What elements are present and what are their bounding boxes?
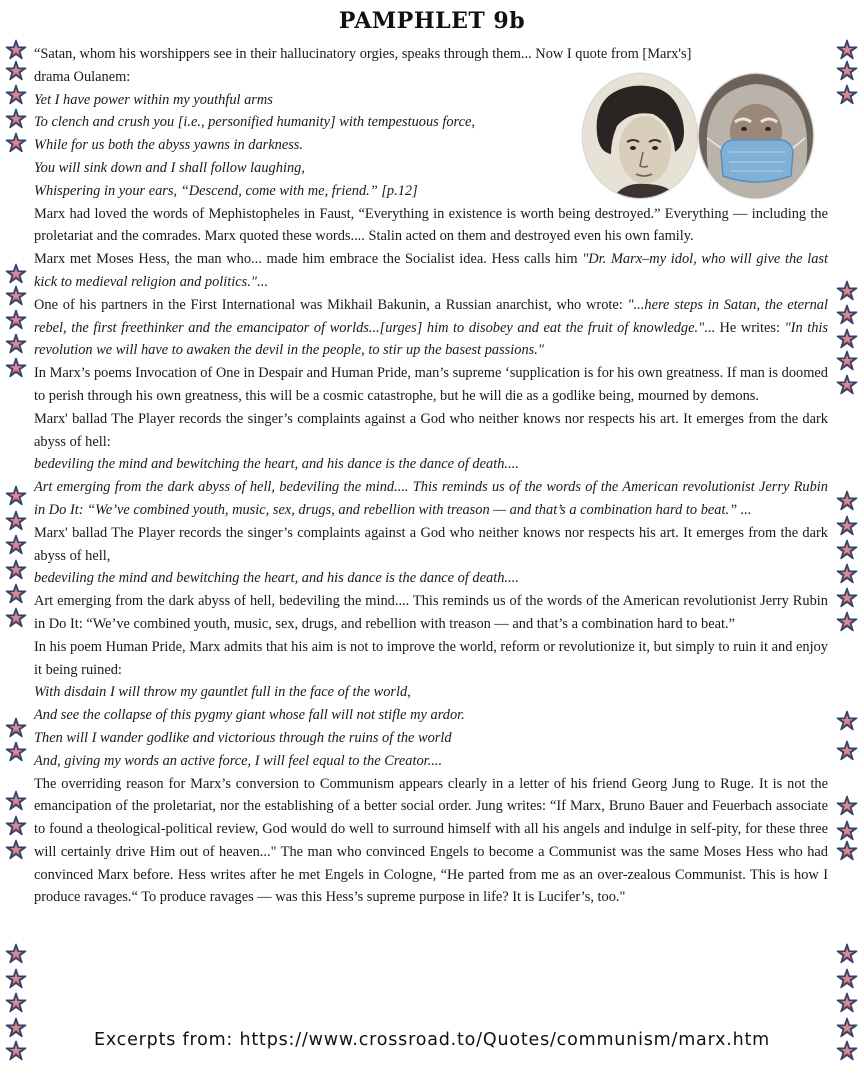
star-icon xyxy=(5,309,27,331)
star-icon xyxy=(836,328,858,350)
star-icon xyxy=(836,840,858,862)
star-icon xyxy=(5,717,27,739)
paragraph-italic: Art emerging from the dark abyss of hell, bedeviling the mind.... This reminds us of the words of the American revolutionist Jerry Rubin in Do It: “We’ve combined youth, music, sex, drugs, and rebellion with treason — and that’s a combination hard to beat.” ... xyxy=(34,479,828,518)
star-icon xyxy=(5,1040,27,1062)
paragraph-lead: One of his partners in the First International was Mikhail Bakunin, a Russian anarchist, who wrote: xyxy=(34,296,628,313)
paragraph: In Marx’s poems Invocation of One in Despair and Human Pride, man’s supreme ‘supplication is for his own greatness. If man is doomed to perish through his own greatness, this will be a cosmic catastrophe, but he will die as a godlike being, mourned by demons. xyxy=(34,365,828,404)
star-icon xyxy=(836,710,858,732)
star-icon xyxy=(836,587,858,609)
star-icon xyxy=(5,607,27,629)
star-icon xyxy=(5,839,27,861)
poem-line: While for us both the abyss yawns in darkness. xyxy=(34,137,304,154)
paragraph-mid: ... He writes: xyxy=(704,319,785,336)
star-icon xyxy=(5,132,27,154)
star-icon xyxy=(5,485,27,507)
star-icon xyxy=(836,1040,858,1062)
star-icon xyxy=(5,60,27,82)
paragraph: Art emerging from the dark abyss of hell, bedeviling the mind.... This reminds us of the words of the American revolutionist Jerry Rubin in Do It: “We’ve combined youth, music, sex, drugs, and rebellion with treason — and that’s a combination hard to beat.” xyxy=(34,593,828,632)
star-icon xyxy=(5,741,27,763)
star-icon xyxy=(5,333,27,355)
page-title: PAMPHLET 9b xyxy=(338,8,526,34)
poem-line: And see the collapse of this pygmy giant whose fall will not stifle my ardor. xyxy=(34,707,465,724)
paragraph-tail: ... xyxy=(256,273,268,290)
poem-line: And, giving my words an active force, I will feel equal to the Creator.... xyxy=(34,752,443,769)
star-icon xyxy=(836,60,858,82)
paragraph: Marx had loved the words of Mephistopheles in Faust, “Everything in existence is worth being destroyed.” Everything — including the proletariat and the comrades. Marx quoted these words.... Stalin acted on them and destroyed even his own family. xyxy=(34,205,828,245)
star-icon xyxy=(836,740,858,762)
star-icon xyxy=(5,108,27,130)
paragraph xyxy=(34,294,828,362)
quote-text: "Dr. Marx–my idol, who will give the last kick to medieval religion and politics." xyxy=(34,251,828,290)
star-icon xyxy=(836,539,858,561)
star-icon xyxy=(836,374,858,396)
star-icon xyxy=(5,263,27,285)
star-icon xyxy=(5,285,27,307)
star-icon xyxy=(5,992,27,1014)
star-icon xyxy=(836,84,858,106)
star-icon xyxy=(5,559,27,581)
quote-text: "...here steps in Satan, the eternal rebel, the first freethinker and the emancipator of worlds...[urges] him to disobey and eat the fruit of knowledge." xyxy=(34,296,828,336)
paragraph: The overriding reason for Marx’s conversion to Communism appears clearly in a letter of his friend Georg Jung to Ruge. It is not the emancipation of the proletariat, nor the establishing of a better social order. Jung writes: “If Marx, Bruno Bauer and Feuerbach associate to found a theological-political review, God would do well to surround himself with all his angels and indulge in self-pity, for these three will certainly drive Him out of heaven..." The man who convinced Engels to become a Communist was the same Moses Hess who had convinced Marx before. Hess writes after he met Engels in Cologne, “He parted from me as an over-zealous Communist. This is how I produce ravages.“ To produce ravages — was this Hess’s supreme purpose in life? It is Lucifer’s, too." xyxy=(34,775,828,906)
star-icon xyxy=(836,943,858,965)
star-icon xyxy=(5,1017,27,1039)
star-icon xyxy=(5,790,27,812)
star-icon xyxy=(5,357,27,379)
quote-text: "In this revolution we will have to awaken the devil in the people, to stir up the basest passions." xyxy=(34,319,829,359)
star-icon xyxy=(836,795,858,817)
star-icon xyxy=(5,39,27,61)
source-footer: Excerpts from: https://www.crossroad.to/Quotes/communism/marx.htm xyxy=(93,1030,771,1050)
paragraph: “Satan, whom his worshippers see in their hallucinatory orgies, speaks through them... Now I quote from [Marx's] xyxy=(34,46,692,62)
star-icon xyxy=(5,815,27,837)
star-icon xyxy=(5,510,27,532)
poem-line: To clench and crush you [i.e., personified humanity] with tempestuous force, xyxy=(34,114,476,131)
star-icon xyxy=(836,304,858,326)
poem-line: Then will I wander godlike and victorious through the ruins of the world xyxy=(34,729,452,746)
paragraph-lead: Marx met Moses Hess, the man who... made him embrace the Socialist idea. Hess calls him xyxy=(34,251,583,268)
star-icon xyxy=(5,968,27,990)
star-icon xyxy=(836,350,858,372)
star-icon xyxy=(5,84,27,106)
paragraph: In his poem Human Pride, Marx admits that his aim is not to improve the world, reform or revolutionize it, but simply to ruin it and enjoy it being ruined: xyxy=(34,638,828,678)
star-icon xyxy=(5,943,27,965)
paragraph: Marx' ballad The Player records the singer’s complaints against a God who neither knows nor respects his art. It emerges from the dark abyss of hell, xyxy=(34,524,828,564)
poem-line: With disdain I will throw my gauntlet full in the face of the world, xyxy=(34,684,411,701)
star-icon xyxy=(836,515,858,537)
star-icon xyxy=(836,992,858,1014)
star-icon xyxy=(836,39,858,61)
star-icon xyxy=(5,583,27,605)
star-icon xyxy=(836,280,858,302)
star-icon xyxy=(836,563,858,585)
paragraph-italic: bedeviling the mind and bewitching the heart, and his dance is the dance of death.... xyxy=(34,570,519,587)
star-icon xyxy=(836,490,858,512)
poem-line: You will sink down and I shall follow laughing, xyxy=(34,159,305,176)
star-icon xyxy=(836,611,858,633)
paragraph-italic: bedeviling the mind and bewitching the heart, and his dance is the dance of death.... xyxy=(34,456,519,473)
star-icon xyxy=(836,820,858,842)
poem-line: Yet I have power within my youthful arms xyxy=(34,91,273,108)
star-icon xyxy=(5,534,27,556)
paragraph xyxy=(34,248,828,294)
article-body xyxy=(34,43,828,909)
paragraph: drama Oulanem: xyxy=(34,68,131,85)
poem-line: Whispering in your ears, “Descend, come with me, friend.” [p.12] xyxy=(34,182,418,199)
star-icon xyxy=(836,1017,858,1039)
star-icon xyxy=(836,968,858,990)
paragraph: Marx' ballad The Player records the singer’s complaints against a God who neither knows nor respects his art. It emerges from the dark abyss of hell: xyxy=(34,410,828,450)
